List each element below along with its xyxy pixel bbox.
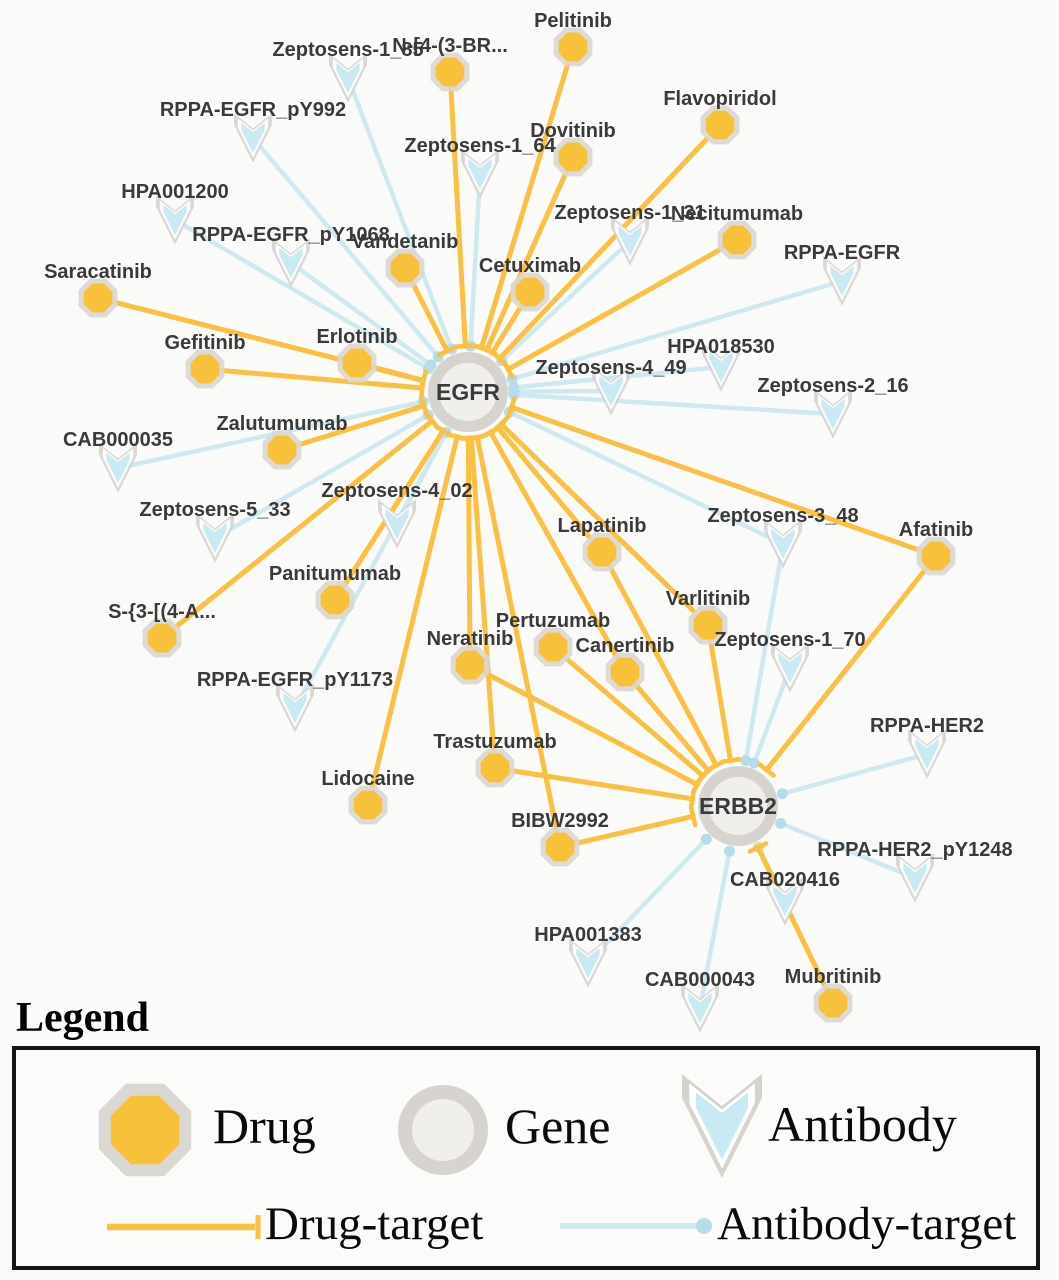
antibody-label-rppa-egfr-py992: RPPA-EGFR_pY992	[159, 99, 347, 121]
edge-endpoint-dot	[724, 846, 735, 857]
gene-label: EGFR	[436, 379, 500, 405]
drug-label-flavopiridol: Flavopiridol	[663, 88, 777, 110]
antibody-label-zeptosens-4-02: Zeptosens-4_02	[321, 480, 473, 502]
drug-label-dovitinib: Dovitinib	[530, 120, 616, 142]
edge-antibody-target-zeptosens-4-49-egfr	[514, 391, 611, 392]
gene-label: ERBB2	[699, 793, 777, 819]
drug-node-n-4-3-br[interactable]	[431, 53, 470, 92]
drug-node-vandetanib[interactable]	[386, 249, 425, 288]
antibody-label-cab000035: CAB000035	[62, 429, 174, 451]
drug-label-neratinib: Neratinib	[426, 628, 514, 650]
drug-node-cetuximab[interactable]	[511, 273, 550, 312]
legend-box	[12, 1046, 1040, 1270]
drug-octagon-icon	[546, 833, 575, 862]
drug-octagon-icon	[84, 284, 113, 313]
drug-octagon-icon	[539, 633, 568, 662]
antibody-label-rppa-egfr: RPPA-EGFR	[783, 242, 901, 264]
drug-label-n-4-3-br: N-[4-(3-BR...	[392, 35, 508, 57]
antibody-label-hpa018530: HPA018530	[667, 336, 775, 358]
drug-octagon-icon	[354, 791, 383, 820]
drug-octagon-icon	[436, 58, 465, 87]
antibody-label-zeptosens-3-48: Zeptosens-3_48	[707, 505, 859, 527]
edge-endpoint-tee	[421, 372, 426, 389]
legend-drug-octagon-icon	[111, 1096, 179, 1164]
drug-label-gefitinib: Gefitinib	[164, 332, 246, 354]
drug-label-saracatinib: Saracatinib	[44, 261, 152, 283]
drug-node-panitumumab[interactable]	[316, 581, 355, 620]
drug-octagon-icon	[819, 989, 848, 1018]
legend-title: Legend	[16, 995, 150, 1041]
drug-label-bibw2992: BIBW2992	[511, 810, 609, 832]
drug-octagon-icon	[922, 542, 951, 571]
legend-drug-label: Drug	[213, 1098, 316, 1154]
drug-octagon-icon	[321, 586, 350, 615]
antibody-target-dot-icon	[696, 1218, 712, 1234]
antibody-label-cab000043: CAB000043	[644, 969, 756, 991]
edge-endpoint-tee	[691, 808, 695, 826]
antibody-label-zeptosens-1-70: Zeptosens-1_70	[714, 629, 866, 651]
drug-node-saracatinib[interactable]	[79, 279, 118, 318]
drug-node-erlotinib[interactable]	[338, 344, 377, 383]
drug-node-lidocaine[interactable]	[349, 786, 388, 825]
drug-label-zalutumumab: Zalutumumab	[216, 413, 348, 435]
drug-label-cetuximab: Cetuximab	[478, 255, 582, 277]
drug-node-pertuzumab[interactable]	[534, 628, 573, 667]
drug-label-panitumumab: Panitumumab	[268, 563, 402, 585]
drug-label-lapatinib: Lapatinib	[557, 515, 647, 537]
drug-node-necitumumab[interactable]	[718, 221, 757, 260]
drug-label-s-3-4-a: S-{3-[(4-A...	[108, 601, 216, 623]
edge-endpoint-dot	[777, 788, 788, 799]
drug-label-necitumumab: Necitumumab	[670, 203, 804, 225]
drug-node-canertinib[interactable]	[606, 653, 645, 692]
drug-node-zalutumumab[interactable]	[263, 431, 302, 470]
legend-antibody-target-label: Antibody-target	[717, 1198, 1017, 1250]
legend-drug-marker	[85, 1070, 205, 1190]
legend-drug-target-label: Drug-target	[265, 1198, 484, 1250]
drug-octagon-icon	[456, 651, 485, 680]
legend-gene-label: Gene	[505, 1098, 611, 1154]
drug-node-mubritinib[interactable]	[814, 984, 853, 1023]
drug-octagon-icon	[481, 754, 510, 783]
antibody-label-rppa-egfr-py1068: RPPA-EGFR_pY1068	[192, 224, 390, 246]
drug-label-vandetanib: Vandetanib	[351, 231, 459, 253]
antibody-label-zeptosens-4-49: Zeptosens-4_49	[535, 357, 687, 379]
legend-drug-target-line	[103, 1211, 283, 1243]
drug-node-afatinib[interactable]	[917, 537, 956, 576]
edge-endpoint-dot	[775, 818, 786, 829]
edge-endpoint-tee	[722, 759, 740, 762]
drug-octagon-icon	[706, 111, 735, 140]
legend-gene-circle-icon	[405, 1092, 481, 1168]
drug-label-canertinib: Canertinib	[575, 635, 675, 657]
edge-endpoint-dot	[425, 359, 436, 370]
drug-node-flavopiridol[interactable]	[701, 106, 740, 145]
antibody-label-rppa-her2: RPPA-HER2	[869, 715, 985, 737]
legend-gene-marker	[383, 1070, 503, 1190]
drug-label-lidocaine: Lidocaine	[321, 768, 415, 790]
edge-drug-target-trastuzumab-egfr	[471, 438, 495, 768]
drug-octagon-icon	[611, 658, 640, 687]
drug-octagon-icon	[588, 538, 617, 567]
edge-endpoint-dot	[701, 834, 712, 845]
drug-label-pertuzumab: Pertuzumab	[495, 610, 611, 632]
antibody-label-rppa-egfr-py1173: RPPA-EGFR_pY1173	[196, 669, 394, 691]
antibody-label-zeptosens-1-31: Zeptosens-1_31	[554, 202, 706, 224]
drug-node-trastuzumab[interactable]	[476, 749, 515, 788]
drug-octagon-icon	[559, 33, 588, 62]
edge-drug-target-trastuzumab-erbb2	[495, 768, 693, 799]
drug-node-pelitinib[interactable]	[554, 28, 593, 67]
antibody-label-zeptosens-2-16: Zeptosens-2_16	[757, 375, 909, 397]
drug-node-neratinib[interactable]	[451, 646, 490, 685]
drug-octagon-icon	[343, 349, 372, 378]
drug-octagon-icon	[559, 143, 588, 172]
antibody-label-hpa001200: HPA001200	[121, 181, 229, 203]
edge-drug-target-n-4-3-br-egfr	[450, 72, 465, 346]
edge-endpoint-tee	[456, 346, 474, 347]
drug-octagon-icon	[516, 278, 545, 307]
drug-node-bibw2992[interactable]	[541, 828, 580, 867]
drug-node-gefitinib[interactable]	[186, 350, 225, 389]
drug-label-pelitinib: Pelitinib	[534, 10, 612, 32]
legend-antibody-label: Antibody	[768, 1096, 957, 1152]
antibody-label-zeptosens-1-64: Zeptosens-1_64	[404, 135, 556, 157]
drug-octagon-icon	[268, 436, 297, 465]
drug-label-erlotinib: Erlotinib	[316, 326, 398, 348]
edge-antibody-target-zeptosens-2-16-egfr	[514, 395, 833, 414]
antibody-label-hpa001383: HPA001383	[534, 924, 642, 946]
drug-node-dovitinib[interactable]	[554, 138, 593, 177]
drug-octagon-icon	[723, 226, 752, 255]
drug-label-trastuzumab: Trastuzumab	[433, 731, 557, 753]
drug-node-lapatinib[interactable]	[583, 533, 622, 572]
edge-endpoint-tee	[448, 435, 465, 439]
edge-antibody-target-rppa-her2-erbb2	[782, 754, 927, 794]
drug-label-mubritinib: Mubritinib	[784, 966, 882, 988]
antibody-label-zeptosens-5-33: Zeptosens-5_33	[139, 499, 291, 521]
edge-endpoint-tee	[691, 790, 694, 808]
drug-octagon-icon	[191, 355, 220, 384]
drug-octagon-icon	[148, 624, 177, 653]
drug-label-afatinib: Afatinib	[898, 519, 974, 541]
legend-antibody-marker	[662, 1068, 782, 1188]
legend-antibody-target-line	[556, 1210, 726, 1242]
antibody-label-cab020416: CAB020416	[729, 869, 841, 891]
antibody-label-zeptosens-1-85: Zeptosens-1_85	[272, 39, 424, 61]
antibody-label-rppa-her2-py1248: RPPA-HER2_pY1248	[817, 839, 1013, 861]
drug-octagon-icon	[391, 254, 420, 283]
drug-node-s-3-4-a[interactable]	[143, 619, 182, 658]
drug-label-varlitinib: Varlitinib	[665, 588, 751, 610]
